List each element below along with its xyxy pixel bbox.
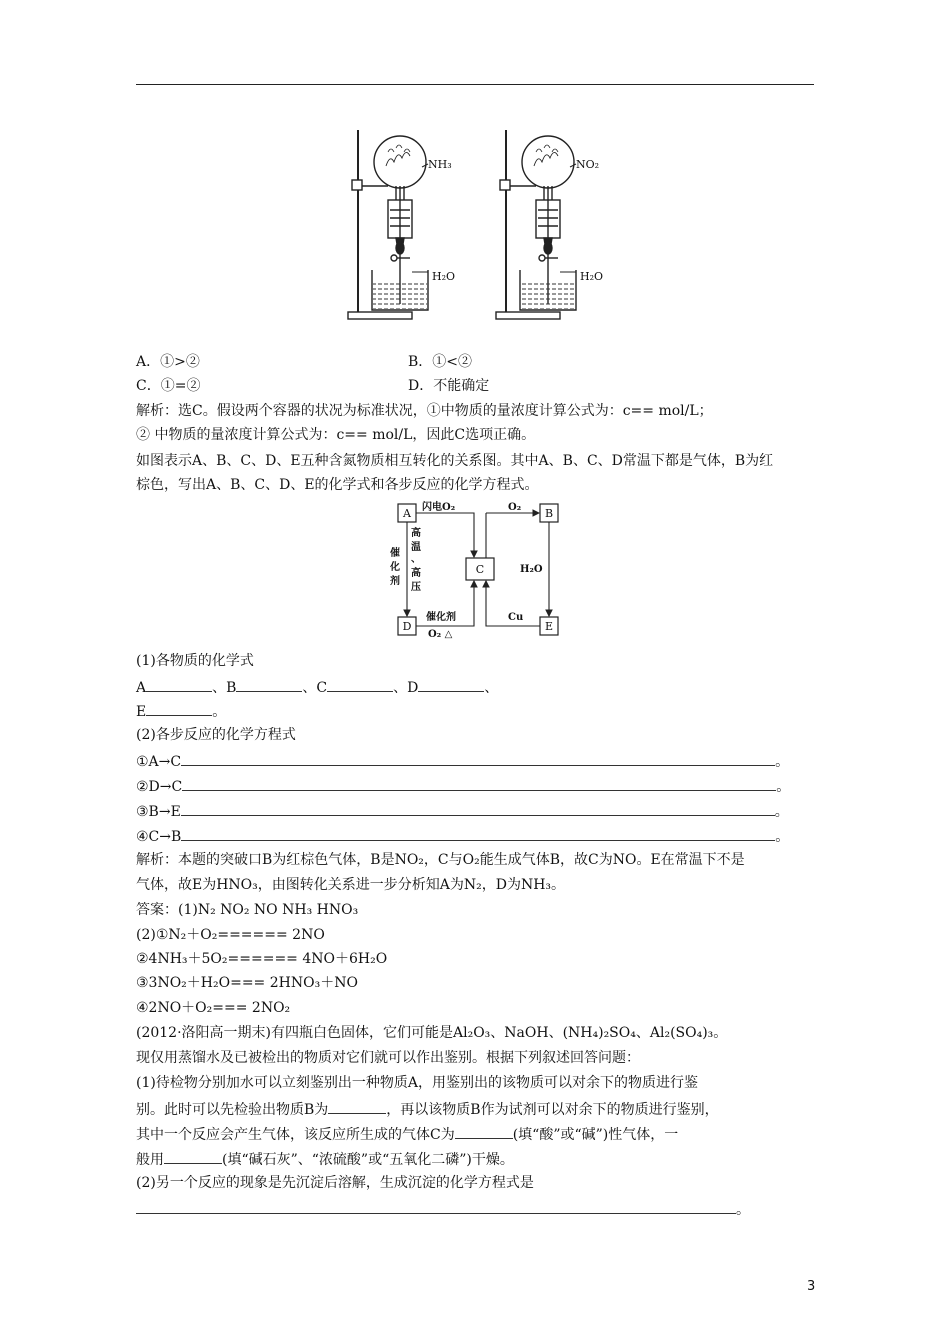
equation-blank-2[interactable] bbox=[182, 775, 776, 791]
label-hp-3: 、 bbox=[411, 554, 421, 565]
formula-label-d: D bbox=[407, 680, 419, 696]
formula-label-e: E bbox=[136, 704, 147, 720]
label-catalyst-3: 剂 bbox=[390, 576, 400, 587]
label-catalyst-1: 催 bbox=[390, 548, 400, 559]
blank-e[interactable] bbox=[146, 700, 212, 716]
formula-label-c: C bbox=[316, 680, 328, 696]
option-c: C．①=② bbox=[136, 378, 201, 394]
question-2-line-1: 如图表示A、B、C、D、E五种含氮物质相互转化的关系图。其中A、B、C、D常温下都是气体，B为红 bbox=[136, 453, 774, 469]
separator: 、 bbox=[302, 680, 317, 696]
option-b: B．①<② bbox=[408, 354, 473, 370]
formula-label-a: A bbox=[136, 680, 147, 696]
node-c-label: C bbox=[475, 563, 485, 576]
right-apparatus bbox=[496, 130, 576, 319]
left-water-label: H₂O bbox=[432, 270, 456, 283]
left-apparatus bbox=[348, 130, 428, 319]
question-3-part-2-answer-row bbox=[136, 1198, 750, 1220]
explanation-1-line-2: ② 中物质的量浓度计算公式为：c== mol/L，因此C选项正确。 bbox=[136, 427, 536, 443]
period: 。 bbox=[776, 779, 791, 795]
text-segment: (填“碱石灰”、“浓硫酸”或“五氧化二磷”)干燥。 bbox=[222, 1152, 514, 1168]
node-a-label: A bbox=[403, 507, 411, 520]
blank-b[interactable] bbox=[236, 676, 302, 692]
label-catalyst-2: 化 bbox=[390, 562, 400, 573]
label-e-to-c: Cu bbox=[508, 612, 524, 623]
question-3-part-1-line-4 bbox=[136, 1148, 514, 1170]
separator: 、 bbox=[212, 680, 227, 696]
answer-equation-3: ③3NO₂＋H₂O=== 2HNO₃＋NO bbox=[136, 975, 358, 991]
label-a-to-c: 闪电O₂ bbox=[422, 502, 456, 513]
text-segment: 般用 bbox=[136, 1152, 164, 1168]
blank-gas-c[interactable] bbox=[455, 1123, 513, 1139]
separator: 、 bbox=[484, 680, 499, 696]
part-2-heading: (2)各步反应的化学方程式 bbox=[136, 727, 296, 743]
blank-substance-b[interactable] bbox=[328, 1098, 386, 1114]
header-rule bbox=[136, 84, 814, 85]
period: 。 bbox=[775, 754, 790, 770]
period: 。 bbox=[775, 829, 790, 845]
label-hp-5: 压 bbox=[411, 582, 421, 593]
node-b-label: B bbox=[544, 507, 554, 520]
label-hp-4: 高 bbox=[411, 568, 421, 579]
label-d-to-c-oxygen: O₂ △ bbox=[428, 629, 453, 640]
part-1-heading: (1)各物质的化学式 bbox=[136, 653, 254, 669]
equation-row-4 bbox=[136, 825, 789, 847]
question-3-part-2-line-1: (2)另一个反应的现象是先沉淀后溶解，生成沉淀的化学方程式是 bbox=[136, 1175, 534, 1191]
page-number: 3 bbox=[807, 1279, 816, 1294]
explanation-1-line-1: 解析：选C。假设两个容器的状况为标准状况，①中物质的量浓度计算公式为：c== mol/L； bbox=[136, 403, 713, 419]
question-3-line-2: 现仅用蒸馏水及已被检出的物质对它们就可以作出鉴别。根据下列叙述回答问题： bbox=[136, 1050, 640, 1066]
period: 。 bbox=[774, 804, 789, 820]
formula-blank-e-row bbox=[136, 700, 226, 722]
text-segment: (填“酸”或“碱”)性气体，一 bbox=[512, 1127, 679, 1143]
period: 。 bbox=[736, 1202, 750, 1218]
node-d-label: D bbox=[402, 620, 412, 633]
left-gas-label: NH₃ bbox=[428, 158, 452, 171]
label-hp-1: 高 bbox=[411, 528, 421, 539]
question-3-part-1-line-2 bbox=[136, 1098, 719, 1120]
blank-precipitate-equation[interactable] bbox=[136, 1198, 736, 1214]
label-c-to-b: O₂ bbox=[508, 502, 522, 513]
option-a: A．①>② bbox=[136, 354, 200, 370]
answer-heading: 答案：(1)N₂ NO₂ NO NH₃ HNO₃ bbox=[136, 902, 359, 918]
equation-blank-3[interactable] bbox=[181, 800, 775, 816]
answer-equation-4: ④2NO＋O₂=== 2NO₂ bbox=[136, 1000, 291, 1016]
nitrogen-conversion-diagram bbox=[390, 500, 570, 640]
question-3-line-1: (2012·洛阳高一期末)有四瓶白色固体，它们可能是Al₂O₃、NaOH、(NH₄)₂SO₄、Al₂(SO₄)₃。 bbox=[136, 1025, 728, 1041]
fountain-apparatus-figure bbox=[330, 122, 630, 328]
equation-label-1: ①A→C bbox=[136, 754, 182, 770]
equation-blank-4[interactable] bbox=[181, 825, 775, 841]
text-segment: 其中一个反应会产生气体，该反应所生成的气体C为 bbox=[136, 1127, 455, 1143]
equation-label-2: ②D→C bbox=[136, 779, 183, 795]
label-d-to-c-catalyst: 催化剂 bbox=[426, 612, 456, 623]
node-e-label: E bbox=[544, 620, 554, 633]
text-segment: ，再以该物质B作为试剂可以对余下的物质进行鉴别， bbox=[386, 1102, 719, 1118]
blank-a[interactable] bbox=[146, 676, 212, 692]
equation-row-2 bbox=[136, 775, 790, 797]
equation-row-3 bbox=[136, 800, 789, 822]
answer-equation-2: ②4NH₃＋5O₂====== 4NO＋6H₂O bbox=[136, 951, 388, 967]
formula-blanks-row bbox=[136, 676, 498, 698]
period: 。 bbox=[212, 704, 227, 720]
formula-label-b: B bbox=[226, 680, 237, 696]
question-2-line-2: 棕色，写出A、B、C、D、E的化学式和各步反应的化学方程式。 bbox=[136, 477, 539, 493]
separator: 、 bbox=[393, 680, 408, 696]
label-hp-2: 温 bbox=[411, 542, 421, 553]
right-gas-label: NO₂ bbox=[576, 158, 600, 171]
question-3-part-1-line-1: (1)待检物分别加水可以立刻鉴别出一种物质A，用鉴别出的该物质可以对余下的物质进行鉴 bbox=[136, 1075, 698, 1091]
equation-blank-1[interactable] bbox=[181, 750, 775, 766]
equation-label-3: ③B→E bbox=[136, 804, 181, 820]
equation-row-1 bbox=[136, 750, 789, 772]
explanation-2-line-1: 解析：本题的突破口B为红棕色气体，B是NO₂，C与O₂能生成气体B，故C为NO。E在常温下不是 bbox=[136, 852, 745, 868]
label-b-to-e: H₂O bbox=[520, 564, 543, 575]
blank-drying-agent[interactable] bbox=[164, 1148, 222, 1164]
equation-label-4: ④C→B bbox=[136, 829, 182, 845]
right-water-label: H₂O bbox=[580, 270, 604, 283]
option-d: D．不能确定 bbox=[408, 378, 490, 394]
text-segment: 别。此时可以先检验出物质B为 bbox=[136, 1102, 329, 1118]
answer-equation-1: (2)①N₂＋O₂====== 2NO bbox=[136, 927, 325, 943]
blank-c[interactable] bbox=[327, 676, 393, 692]
blank-d[interactable] bbox=[418, 676, 484, 692]
question-3-part-1-line-3 bbox=[136, 1123, 678, 1145]
explanation-2-line-2: 气体，故E为HNO₃，由图转化关系进一步分析知A为N₂，D为NH₃。 bbox=[136, 877, 566, 893]
